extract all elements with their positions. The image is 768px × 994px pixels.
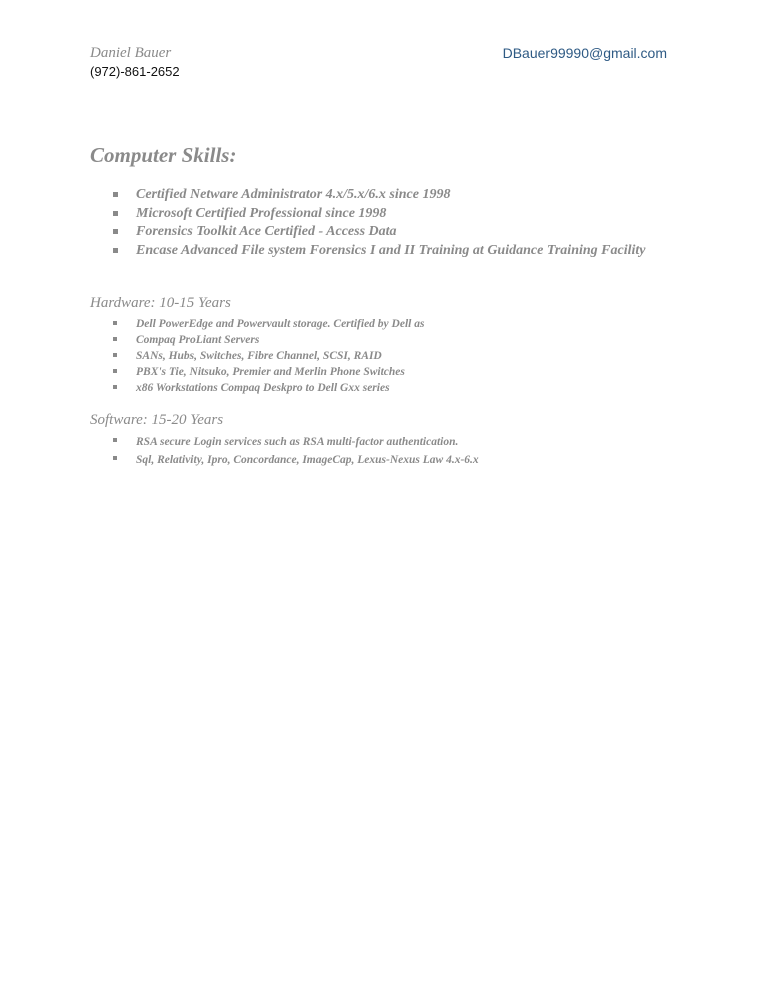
list-item-text: Forensics Toolkit Ace Certified - Access Data (136, 224, 397, 239)
list-item-text: Encase Advanced File system Forensics I and II Training at Guidance Training Facility (136, 242, 646, 258)
computer-skills-title: Computer Skills: (90, 143, 237, 167)
list-item (110, 451, 479, 469)
software-list (110, 433, 479, 469)
software-title: Software: 15-20 Years (90, 412, 224, 428)
list-item-text: Sql, Relativity, Ipro, Concordance, ImageCap, Lexus-Nexus Law 4.x-6.x (136, 454, 479, 466)
list-item (110, 205, 658, 224)
bullet-icon (113, 353, 117, 357)
bullet-icon (113, 385, 117, 389)
list-item (110, 316, 424, 332)
list-item-text: x86 Workstations Compaq Deskpro to Dell Gxx series (136, 382, 390, 394)
list-item-text: Certified Netware Administrator 4.x/5.x/6.x since 1998 (136, 187, 451, 202)
computer-skills-list (110, 186, 658, 260)
bullet-icon (113, 456, 117, 460)
list-item (110, 186, 658, 205)
bullet-icon (113, 192, 118, 197)
bullet-icon (113, 248, 118, 253)
list-item (110, 380, 424, 396)
list-item (110, 364, 424, 380)
list-item-text: Microsoft Certified Professional since 1998 (136, 205, 387, 221)
bullet-icon (113, 337, 117, 341)
list-item-text: Compaq ProLiant Servers (136, 334, 260, 346)
header-email: DBauer99990@gmail.com (502, 45, 667, 61)
list-item (110, 433, 479, 451)
bullet-icon (113, 321, 117, 325)
hardware-list (110, 316, 424, 396)
list-item (110, 348, 424, 364)
header-name: Daniel Bauer (90, 45, 172, 61)
list-item-text: SANs, Hubs, Switches, Fibre Channel, SCSI, RAID (136, 350, 382, 362)
bullet-icon (113, 229, 118, 234)
bullet-icon (113, 211, 118, 216)
list-item-text: RSA secure Login services such as RSA multi-factor authentication. (136, 436, 459, 448)
header-phone: (972)-861-2652 (90, 64, 180, 79)
list-item (110, 223, 658, 242)
bullet-icon (113, 438, 117, 442)
list-item (110, 242, 658, 261)
list-item-text: PBX's Tie, Nitsuko, Premier and Merlin Phone Switches (136, 366, 405, 378)
list-item-text: Dell PowerEdge and Powervault storage. Certified by Dell as (136, 318, 425, 330)
list-item (110, 332, 424, 348)
bullet-icon (113, 369, 117, 373)
hardware-title: Hardware: 10-15 Years (90, 295, 231, 311)
